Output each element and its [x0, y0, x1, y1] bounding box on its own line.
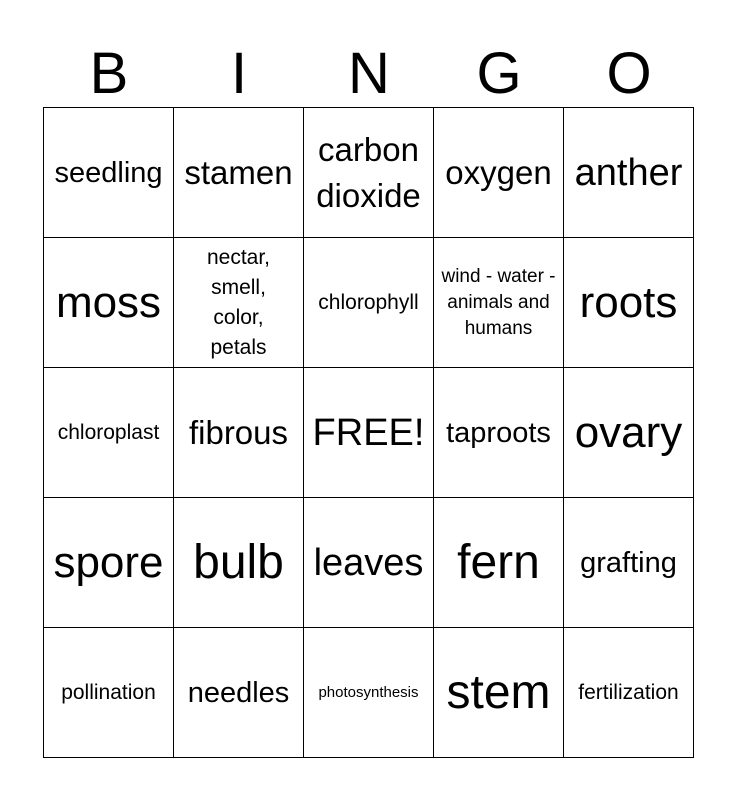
- cell-label: needles: [187, 676, 290, 709]
- cell-label: bulb: [193, 535, 284, 589]
- cell-label: stem: [446, 665, 551, 719]
- cell-label: chlorophyll: [318, 290, 419, 314]
- bingo-cell-r2-c4[interactable]: [434, 238, 564, 368]
- cell-label: carbon dioxide: [316, 130, 421, 214]
- bingo-cell-r2-c5[interactable]: [564, 238, 694, 368]
- cell-label: nectar, smell, color, petals: [206, 245, 271, 359]
- bingo-cell-r2-c2[interactable]: [174, 238, 304, 368]
- header-letter-i: I: [230, 41, 248, 106]
- cell-label: moss: [55, 277, 162, 327]
- bingo-cell-r2-c1[interactable]: [44, 238, 174, 368]
- bingo-cell-r1-c5[interactable]: [564, 108, 694, 238]
- bingo-cell-r1-c4[interactable]: [434, 108, 564, 238]
- cell-label: anther: [574, 151, 683, 194]
- bingo-cell-r3-c1[interactable]: [44, 368, 174, 498]
- bingo-cell-r5-c3[interactable]: [304, 628, 434, 758]
- cell-label: taproots: [446, 416, 551, 449]
- cell-label: oxygen: [445, 153, 552, 191]
- cell-label: FREE!: [312, 411, 425, 454]
- bingo-cell-r4-c5[interactable]: [564, 498, 694, 628]
- cell-label: grafting: [580, 546, 677, 579]
- bingo-cell-r3-c4[interactable]: [434, 368, 564, 498]
- cell-label: spore: [53, 537, 164, 587]
- bingo-cell-r1-c1[interactable]: [44, 108, 174, 238]
- bingo-cell-r3-c2[interactable]: [174, 368, 304, 498]
- bingo-cell-r5-c4[interactable]: [434, 628, 564, 758]
- bingo-cell-r3-c5[interactable]: [564, 368, 694, 498]
- bingo-cell-r4-c2[interactable]: [174, 498, 304, 628]
- bingo-cell-r2-c3[interactable]: [304, 238, 434, 368]
- cell-label: fibrous: [188, 413, 289, 451]
- cell-label: fern: [457, 535, 540, 589]
- cell-label: photosynthesis: [318, 683, 419, 701]
- cell-label: ovary: [574, 407, 683, 457]
- cell-label: stamen: [184, 153, 293, 191]
- header-letter-o: O: [606, 41, 652, 106]
- header-letter-n: N: [348, 41, 390, 106]
- bingo-cell-r5-c1[interactable]: [44, 628, 174, 758]
- bingo-cell-r5-c2[interactable]: [174, 628, 304, 758]
- cell-label: fertilization: [578, 680, 679, 704]
- cell-label: leaves: [313, 541, 424, 584]
- bingo-cell-r1-c2[interactable]: [174, 108, 304, 238]
- bingo-header: [44, 41, 694, 106]
- cell-label: roots: [579, 277, 678, 327]
- bingo-cell-r4-c1[interactable]: [44, 498, 174, 628]
- header-letter-b: B: [89, 41, 129, 106]
- header-letter-g: G: [476, 41, 522, 106]
- bingo-cell-r4-c3[interactable]: [304, 498, 434, 628]
- cell-label: chloroplast: [57, 420, 160, 444]
- bingo-cell-r1-c3[interactable]: [304, 108, 434, 238]
- cell-label: pollination: [61, 680, 156, 704]
- cell-label: wind - water - animals and humans: [441, 265, 556, 339]
- bingo-board: [43, 107, 694, 758]
- bingo-cell-r3-c3[interactable]: [304, 368, 434, 498]
- bingo-cell-r4-c4[interactable]: [434, 498, 564, 628]
- cell-label: seedling: [54, 156, 163, 189]
- bingo-cell-r5-c5[interactable]: [564, 628, 694, 758]
